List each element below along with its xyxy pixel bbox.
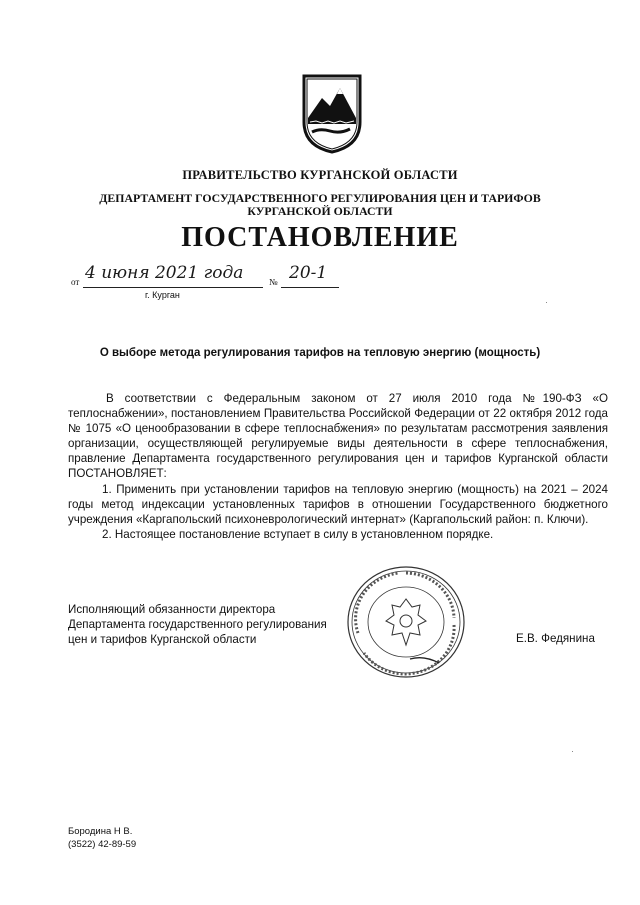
body-paragraph-1: В соответствии с Федеральным законом от 27 июля 2010 года №190-ФЗ «О теплоснабжении», постановлением Правительства Российской Федерации от 22 октября 2012 года № 1075 «О ценообразовании в сфере теплоснабжения» по результатам рассмотрения заявления организации, осуществляющей регулируемые виды деятельности в сфере теплоснабжения, правление Департамента государственного регулирования цен и тарифов Курганской области ПОСТАНОВЛЯЕТ:: [68, 392, 608, 481]
number-underline: [281, 287, 339, 288]
number-label: №: [269, 277, 278, 287]
city-label: г. Курган: [145, 290, 180, 300]
official-seal-stamp: [344, 563, 469, 681]
government-title: ПРАВИТЕЛЬСТВО КУРГАНСКОЙ ОБЛАСТИ: [182, 168, 458, 182]
date-number-line: [71, 263, 371, 285]
signer-title-line2: Департамента государственного регулирования: [68, 618, 327, 632]
scan-speck: [572, 751, 573, 752]
handwritten-date: 4 июня 2021 года: [85, 263, 244, 283]
executor-phone: (3522) 42-89-59: [68, 839, 137, 850]
executor-name: Бородина Н В.: [68, 826, 133, 837]
coat-of-arms-icon: [300, 72, 364, 154]
date-underline: [83, 287, 263, 288]
signer-title-line1: Исполняющий обязанности директора: [68, 603, 276, 616]
executor-block: [68, 825, 136, 851]
signer-name: Е.В. Федянина: [516, 632, 595, 645]
body-paragraph-2: 1. Применить при установлении тарифов на тепловую энергию (мощность) на 2021 – 2024 годы метод индексации установленных тарифов в отношении Государственного бюджетного учреждения «Каргапольский психоневрологический интернат» (Каргапольский район: п. Ключи).: [68, 482, 608, 526]
document-type-title: ПОСТАНОВЛЕНИЕ: [181, 222, 459, 253]
body-paragraph-3: 2. Настоящее постановление вступает в силу в установленном порядке.: [102, 527, 494, 541]
signer-title-line3: цен и тарифов Курганской области: [68, 633, 257, 647]
signer-block: [68, 602, 327, 648]
department-title-line1: ДЕПАРТАМЕНТ ГОСУДАРСТВЕННОГО РЕГУЛИРОВАНИЯ ЦЕН И ТАРИФОВ: [99, 191, 541, 205]
document-subject: О выборе метода регулирования тарифов на тепловую энергию (мощность): [99, 347, 541, 359]
department-title-line2: КУРГАНСКОЙ ОБЛАСТИ: [247, 204, 393, 218]
date-from-label: от: [71, 277, 80, 287]
handwritten-number: 20-1: [289, 263, 328, 283]
document-body: [68, 391, 608, 542]
scan-speck: [546, 302, 547, 303]
